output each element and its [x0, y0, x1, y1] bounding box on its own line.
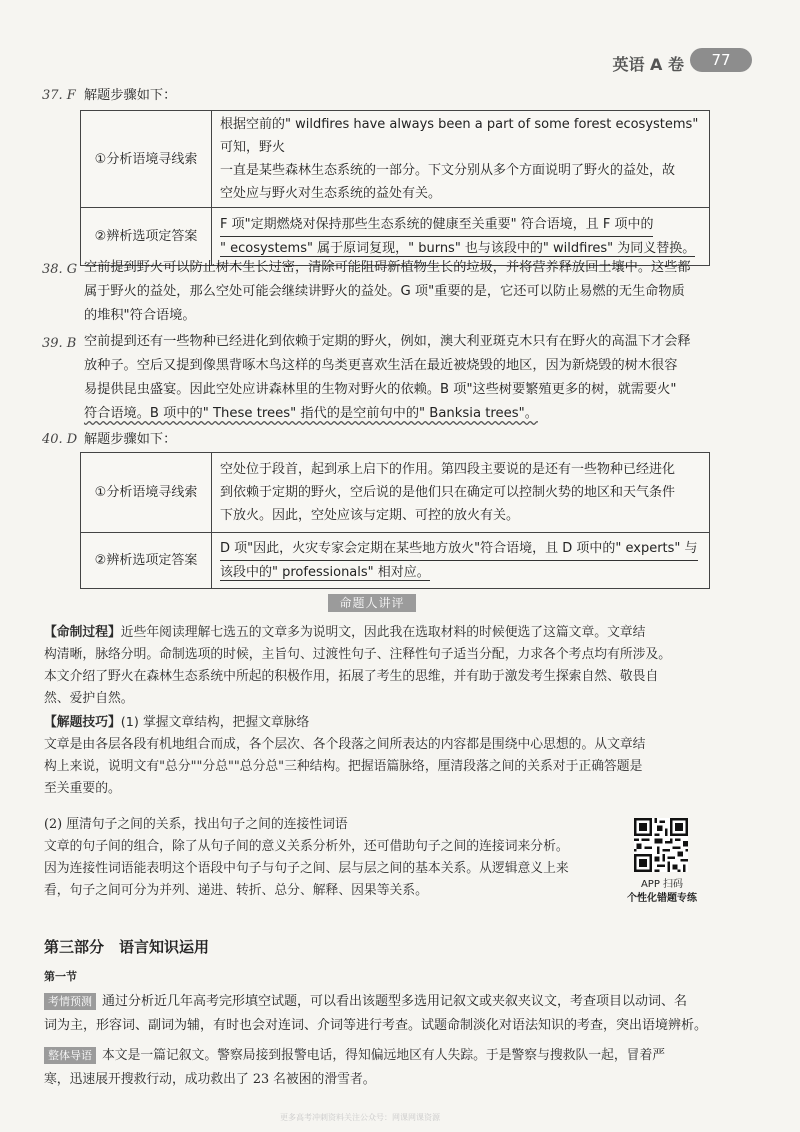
- subsection-title: 第一节: [44, 970, 77, 983]
- q37-intro: 解题步骤如下：: [84, 88, 177, 103]
- q39-line4: 符合语境。B 项中的" These trees" 指代的是空前句中的" Banksia trees"。: [84, 406, 538, 421]
- forecast-tag: 考情预测: [44, 993, 96, 1010]
- qr-code-icon[interactable]: [634, 818, 688, 872]
- tips-line2: 构上来说，说明文有"总分""分总""总分总"三种结构。把握语篇脉络，厘清段落之间的关系对于正确答题是: [44, 759, 643, 774]
- tips-line3: 至关重要的。: [44, 781, 121, 796]
- q40-intro: 解题步骤如下：: [84, 432, 177, 447]
- q40-row1-line1: 空处位于段首，起到承上启下的作用。第四段主要说的是还有一些物种已经进化: [220, 462, 676, 477]
- q37-row2-line1: F 项"定期燃烧对保持那些生态系统的健康至关重要" 符合语境，且 F 项中的: [220, 213, 653, 237]
- tips-title: (1) 掌握文章结构，把握文章脉络: [120, 715, 310, 730]
- q38-text: [84, 256, 691, 328]
- q39-text: [84, 330, 691, 426]
- forecast-line1: 通过分析近几年高考完形填空试题，可以看出该题型多选用记叙文或夹叙夹议文，考查项目以动词、名: [102, 994, 688, 1009]
- q38-line1: 空前提到野火可以防止树木生长过密，清除可能阻碍新植物生长的垃圾，并将营养释放回土壤中。这些都: [84, 260, 691, 275]
- q40-row2-line1: D 项"因此，火灾专家会定期在某些地方放火"符合语境，且 D 项中的" experts" 与: [220, 537, 698, 561]
- q39-line1: 空前提到还有一些物种已经进化到依赖于定期的野火，例如，澳大利亚斑克木只有在野火的高温下才会释: [84, 334, 691, 349]
- tips2-line3: 看，句子之间可分为并列、递进、转折、总分、解释、因果等关系。: [44, 883, 428, 898]
- process-line1: 近些年阅读理解七选五的文章多为说明文，因此我在选取材料的时候便选了这篇文章。文章结: [120, 625, 646, 640]
- q37-row2-label: ②辨析选项定答案: [81, 208, 212, 266]
- q37-row2-line2: " ecosystems" 属于原词复现，" burns" 也与该段中的" wildfires" 为同义替换。: [220, 241, 696, 256]
- forecast-line2: 词为主，形容词、副词为辅，有时也会对连词、介词等进行考查。试题命制淡化对语法知识的考查，突出语境辨析。: [44, 1018, 708, 1033]
- question-number-38: 38. G: [42, 262, 78, 277]
- qr-caption-line2: 个性化错题专练: [627, 893, 697, 904]
- q40-row2-label: ②辨析选项定答案: [81, 533, 212, 589]
- tips2-line2: 因为连接性词语能表明这个语段中句子与句子之间、层与层之间的基本关系。从逻辑意义上来: [44, 861, 569, 876]
- process-line3: 本文介绍了野火在森林生态系统中所起的积极作用，拓展了考生的思维，并有助于激发考生探索自然、敬畏自: [44, 669, 659, 684]
- tips2-title: (2) 厘清句子之间的关系，找出句子之间的连接性词语: [44, 817, 348, 832]
- process-label: 【命制过程】: [44, 625, 121, 640]
- header-title: 英语 A 卷: [612, 55, 684, 74]
- process-line2: 构清晰，脉络分明。命制选项的时候，主旨句、过渡性句子、注释性句子适当分配，力求各个考点均有所涉及。: [44, 647, 672, 662]
- process-line4: 然、爱护自然。: [44, 691, 134, 706]
- page-number: 77: [690, 48, 752, 72]
- part3-forecast: [44, 990, 764, 1038]
- section-title: 第三部分 语言知识运用: [44, 938, 210, 956]
- q40-row1-line3: 下放火。因此，空处应该与定期、可控的放火有关。: [220, 508, 520, 523]
- q37-row1-label: ①分析语境寻线索: [81, 111, 212, 208]
- guide-line2: 寒，迅速展开搜救行动，成功救出了 23 名被困的滑雪者。: [44, 1072, 376, 1087]
- question-number-37: 37. F: [42, 88, 76, 103]
- q38-line3: 的堆积"符合语境。: [84, 308, 196, 323]
- q40-row1-label: ①分析语境寻线索: [81, 453, 212, 533]
- q38-line2: 属于野火的益处，那么空处可能会继续讲野火的益处。G 项"重要的是，它还可以防止易燃的无生命物质: [84, 284, 685, 299]
- footer-watermark: 更多高考冲刺资料关注公众号：网课网课资源: [280, 1113, 440, 1122]
- qr-caption: [612, 878, 712, 906]
- q40-table: [80, 452, 710, 589]
- q37-row1-content: [212, 111, 710, 208]
- tips-label: 【解题技巧】: [44, 715, 121, 730]
- commentary-process: [44, 622, 744, 710]
- q40-row1-line2: 到依赖于定期的野火，空后说的是他们只在确定可以控制火势的地区和天气条件: [220, 485, 676, 500]
- q40-row2-line2: 该段中的" professionals" 相对应。: [220, 565, 430, 580]
- commentary-tips-2: [44, 814, 614, 902]
- q39-line3: 易提供昆虫盛宴。因此空处应讲森林里的生物对野火的依赖。B 项"这些树要繁殖更多的树，就需要火": [84, 382, 677, 397]
- question-number-39: 39. B: [42, 336, 77, 351]
- guide-line1: 本文是一篇记叙文。警察局接到报警电话，得知偏远地区有人失踪。于是警察与搜救队一起，冒着严: [102, 1048, 666, 1063]
- commentary-tips: [44, 712, 744, 800]
- tips-line1: 文章是由各层各段有机地组合而成，各个层次、各个段落之间所表达的内容都是围绕中心思想的。从文章结: [44, 737, 646, 752]
- qr-caption-line1: APP 扫码: [640, 879, 684, 890]
- q37-row1-line2: 一直是某些森林生态系统的一部分。下文分别从多个方面说明了野火的益处，故: [220, 163, 676, 178]
- tips2-line1: 文章的句子间的组合，除了从句子间的意义关系分析外，还可借助句子之间的连接词来分析。: [44, 839, 569, 854]
- q37-table: [80, 110, 710, 266]
- guide-tag: 整体导语: [44, 1047, 96, 1064]
- question-number-40: 40. D: [42, 432, 78, 447]
- q37-row1-line1: 根据空前的" wildfires have always been a part of some forest ecosystems" 可知，野火: [220, 117, 699, 155]
- q40-row2-content: [212, 533, 710, 589]
- q40-row1-content: [212, 453, 710, 533]
- part3-guide: [44, 1044, 764, 1092]
- commentary-banner: 命题人讲评: [328, 594, 416, 612]
- q39-line2: 放种子。空后又提到像黑背啄木鸟这样的鸟类更喜欢生活在最近被烧毁的地区，因为新烧毁的树木很容: [84, 358, 678, 373]
- q37-row1-line3: 空处应与野火对生态系统的益处有关。: [220, 186, 442, 201]
